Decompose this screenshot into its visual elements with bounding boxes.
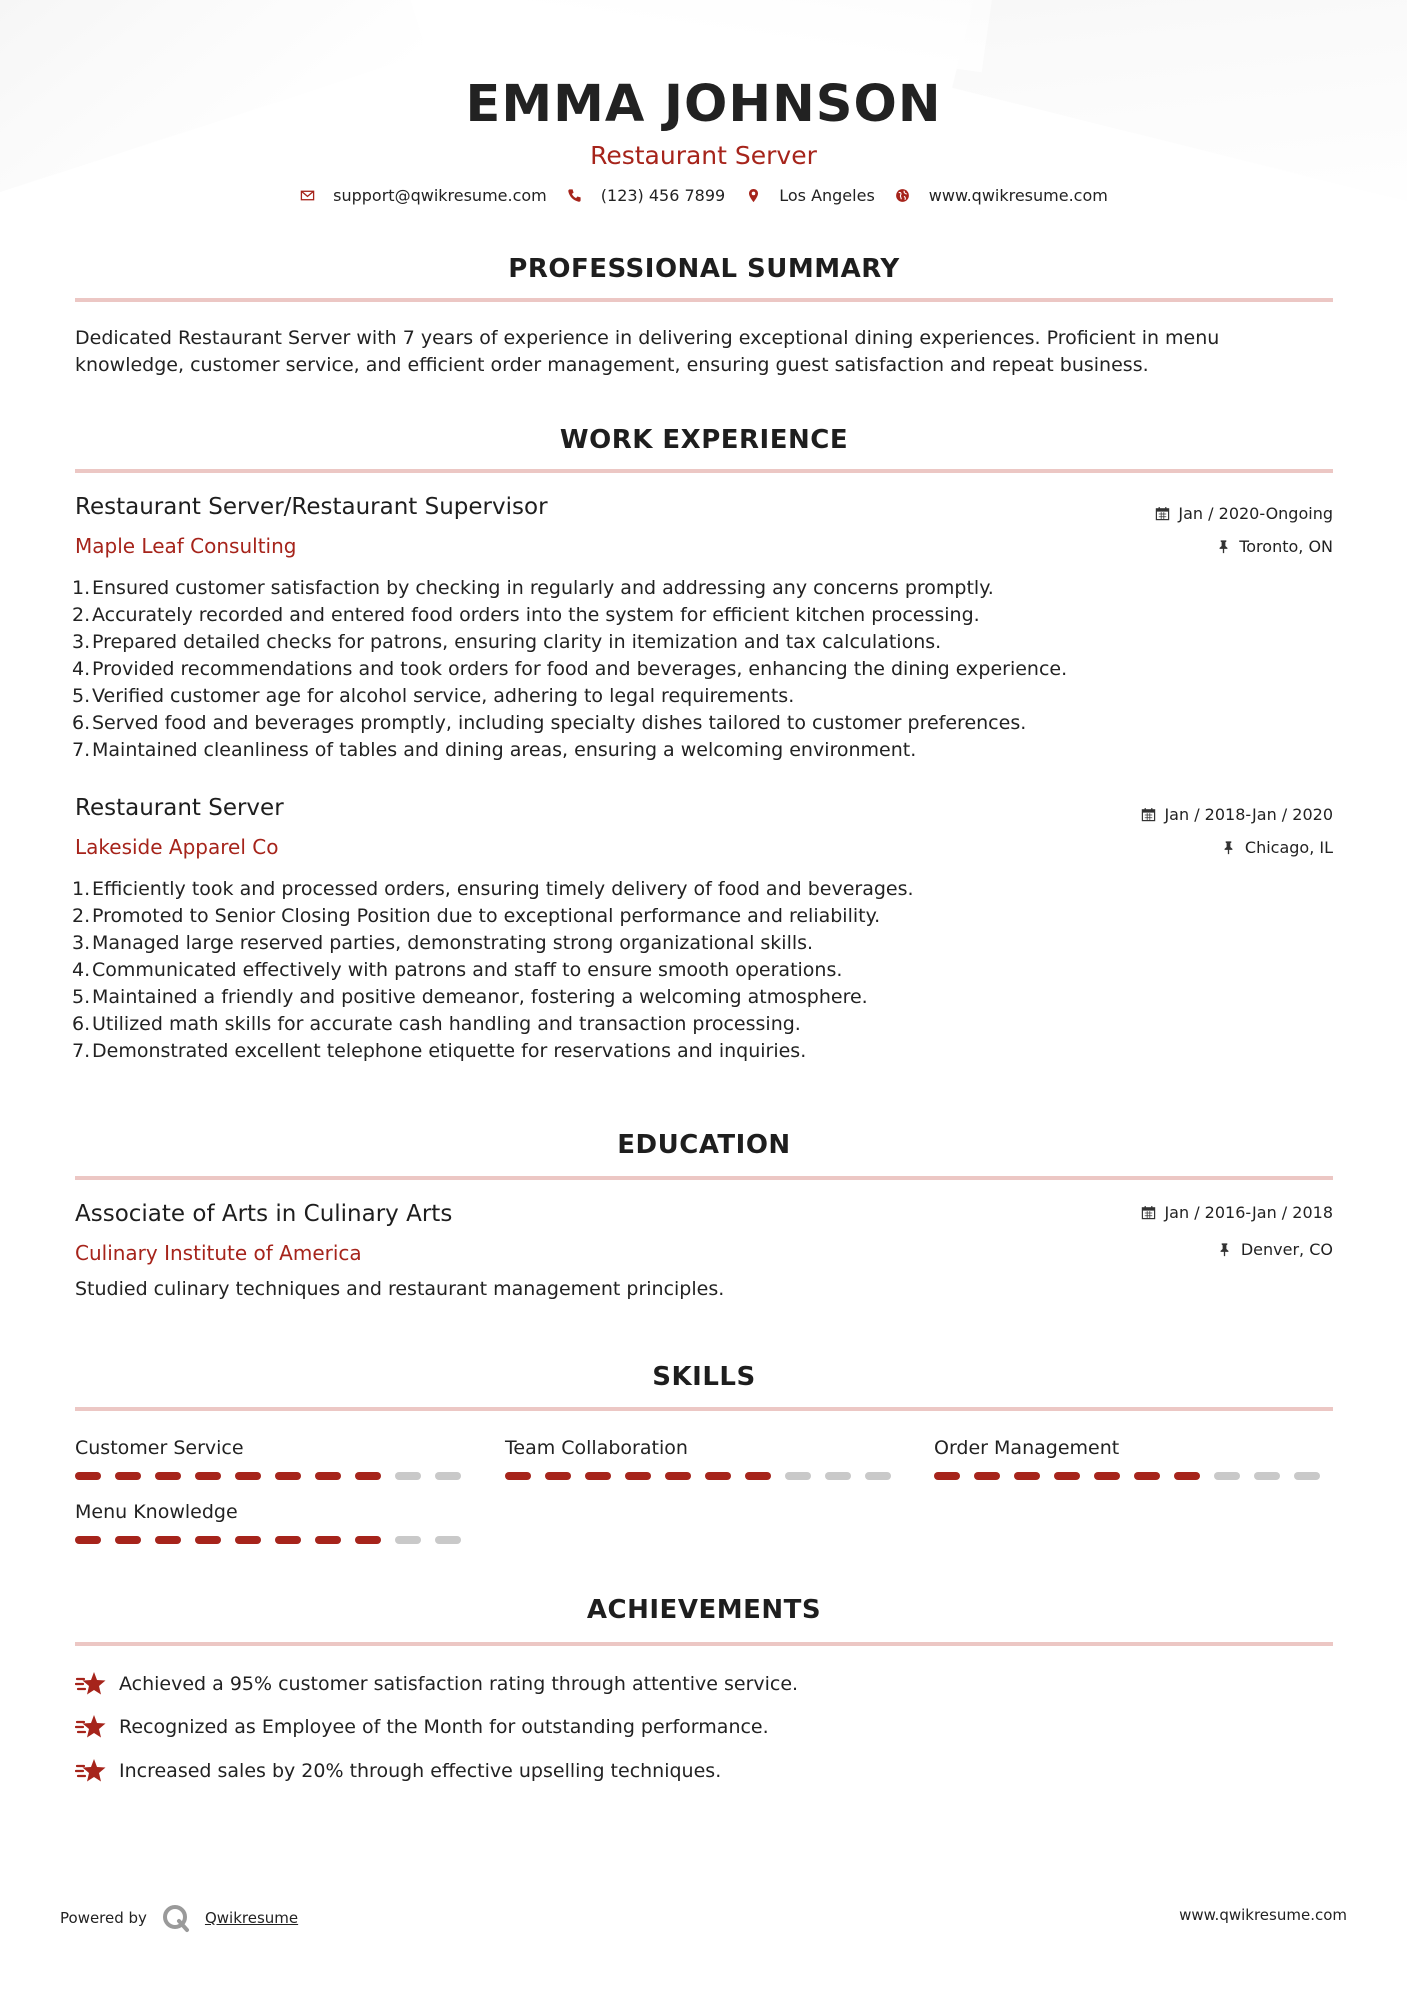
candidate-name: EMMA JOHNSON <box>465 75 942 134</box>
skill-segment-filled <box>355 1472 381 1480</box>
skill-name: Customer Service <box>75 1437 244 1459</box>
achievement-text: Recognized as Employee of the Month for outstanding performance. <box>119 1716 769 1738</box>
calendar-icon <box>1140 1205 1156 1221</box>
job-location-text: Chicago, IL <box>1244 838 1333 857</box>
pushpin-icon <box>1221 840 1237 856</box>
skill-segment-filled <box>115 1536 141 1544</box>
list-item: 2. Promoted to Senior Closing Position due to exceptional performance and reliability. <box>72 905 881 927</box>
section-divider <box>75 1176 1333 1180</box>
skill-segment-filled <box>705 1472 731 1480</box>
list-item: 3. Prepared detailed checks for patrons, ensuring clarity in itemization and tax calculations. <box>72 631 942 653</box>
section-title-summary: PROFESSIONAL SUMMARY <box>508 254 900 284</box>
list-item: 6. Utilized math skills for accurate cash handling and transaction processing. <box>72 1013 801 1035</box>
list-item: 7. Maintained cleanliness of tables and dining areas, ensuring a welcoming environment. <box>72 739 917 761</box>
section-divider <box>75 1407 1333 1411</box>
phone-icon <box>567 188 583 204</box>
calendar-icon <box>1154 506 1170 522</box>
background-shape <box>506 0 1013 72</box>
contact-website[interactable] <box>895 186 1108 205</box>
skill-segment-filled <box>974 1472 1000 1480</box>
list-item: 5. Maintained a friendly and positive demeanor, fostering a welcoming atmosphere. <box>72 986 868 1008</box>
qwikresume-link[interactable]: Qwikresume <box>204 1909 299 1927</box>
job-bullet-list <box>72 575 1272 764</box>
skill-level-bar <box>75 1536 475 1544</box>
skill-segment-empty <box>825 1472 851 1480</box>
list-item: 3. Managed large reserved parties, demonstrating strong organizational skills. <box>72 932 814 954</box>
skill-segment-filled <box>585 1472 611 1480</box>
powered-by-label: Powered by <box>60 1909 147 1927</box>
achievement-item <box>75 1670 798 1698</box>
education-location <box>1217 1240 1333 1259</box>
skill-segment-filled <box>1014 1472 1040 1480</box>
job-location-text: Toronto, ON <box>1239 537 1333 556</box>
skill-segment-filled <box>1174 1472 1200 1480</box>
skill-name: Order Management <box>934 1437 1120 1459</box>
skill-segment-empty <box>435 1472 461 1480</box>
skill-level-bar <box>75 1472 475 1480</box>
education-location-text: Denver, CO <box>1240 1240 1333 1259</box>
job-dates <box>1140 805 1333 824</box>
company-name: Lakeside Apparel Co <box>75 835 279 859</box>
contact-phone-text: (123) 456 7899 <box>600 186 726 205</box>
skill-segment-empty <box>785 1472 811 1480</box>
list-item: 7. Demonstrated excellent telephone etiquette for reservations and inquiries. <box>72 1040 807 1062</box>
qwikresume-logo-icon <box>161 1903 191 1933</box>
job-title: Restaurant Server <box>75 795 284 821</box>
achievement-text: Increased sales by 20% through effective upselling techniques. <box>119 1760 722 1782</box>
skill-segment-filled <box>1094 1472 1120 1480</box>
contact-website-text: www.qwikresume.com <box>928 186 1108 205</box>
skill-segment-filled <box>235 1536 261 1544</box>
skill-segment-filled <box>75 1536 101 1544</box>
education-dates <box>1140 1203 1333 1222</box>
education-description: Studied culinary techniques and restaurant management principles. <box>75 1278 725 1300</box>
job-dates-text: Jan / 2018-Jan / 2020 <box>1164 805 1333 824</box>
section-title-achievements: ACHIEVEMENTS <box>586 1595 822 1625</box>
skill-segment-filled <box>934 1472 960 1480</box>
school-name: Culinary Institute of America <box>75 1241 362 1265</box>
skill-segment-filled <box>745 1472 771 1480</box>
skill-segment-filled <box>545 1472 571 1480</box>
star-icon <box>75 1670 107 1698</box>
skill-segment-filled <box>235 1472 261 1480</box>
skill-name: Team Collaboration <box>505 1437 688 1459</box>
skill-item <box>75 1500 475 1544</box>
summary-text <box>75 325 1335 379</box>
contact-email-text: support@qwikresume.com <box>333 186 547 205</box>
pushpin-icon <box>1215 539 1231 555</box>
candidate-title: Restaurant Server <box>590 141 817 170</box>
degree-title: Associate of Arts in Culinary Arts <box>75 1201 453 1227</box>
job-title: Restaurant Server/Restaurant Supervisor <box>75 494 548 520</box>
contact-phone[interactable] <box>567 186 725 205</box>
skill-segment-filled <box>505 1472 531 1480</box>
star-icon <box>75 1757 107 1785</box>
list-item: 5. Verified customer age for alcohol service, adhering to legal requirements. <box>72 685 795 707</box>
contact-location-text: Los Angeles <box>779 186 875 205</box>
skill-segment-filled <box>275 1536 301 1544</box>
skill-segment-filled <box>1054 1472 1080 1480</box>
skill-item <box>934 1436 1334 1480</box>
skill-segment-empty <box>395 1536 421 1544</box>
contact-email[interactable] <box>299 186 547 205</box>
skill-segment-filled <box>155 1472 181 1480</box>
skill-name: Menu Knowledge <box>75 1501 238 1523</box>
job-dates-text: Jan / 2020-Ongoing <box>1178 504 1333 523</box>
footer-url[interactable]: www.qwikresume.com <box>1179 1906 1347 1924</box>
skill-segment-empty <box>865 1472 891 1480</box>
achievement-item <box>75 1757 721 1785</box>
summary-line: Dedicated Restaurant Server with 7 years of experience in delivering exceptional dining experiences. Proficient in menu <box>75 327 1220 349</box>
skill-segment-filled <box>195 1536 221 1544</box>
skill-item <box>75 1436 475 1480</box>
section-divider <box>75 1642 1333 1646</box>
calendar-icon <box>1140 807 1156 823</box>
list-item: 2. Accurately recorded and entered food orders into the system for efficient kitchen processing. <box>72 604 980 626</box>
skill-segment-filled <box>315 1472 341 1480</box>
skill-segment-filled <box>665 1472 691 1480</box>
job-bullet-list <box>72 876 1272 1065</box>
job-location <box>1221 838 1333 857</box>
skill-segment-filled <box>355 1536 381 1544</box>
skill-segment-filled <box>275 1472 301 1480</box>
skill-level-bar <box>934 1472 1334 1480</box>
skill-segment-filled <box>1134 1472 1160 1480</box>
list-item: 4. Provided recommendations and took orders for food and beverages, enhancing the dining experience. <box>72 658 1068 680</box>
envelope-icon <box>299 188 315 204</box>
job-dates <box>1154 504 1333 523</box>
skill-segment-empty <box>1294 1472 1320 1480</box>
pushpin-icon <box>1217 1242 1233 1258</box>
skill-segment-filled <box>155 1536 181 1544</box>
job-location <box>1215 537 1333 556</box>
summary-line: knowledge, customer service, and efficient order management, ensuring guest satisfaction and repeat business. <box>75 354 1149 376</box>
section-divider <box>75 298 1333 302</box>
section-title-experience: WORK EXPERIENCE <box>559 425 849 455</box>
skill-segment-filled <box>115 1472 141 1480</box>
resume-header <box>0 70 1407 174</box>
company-name: Maple Leaf Consulting <box>75 534 297 558</box>
skill-segment-empty <box>1214 1472 1240 1480</box>
footer-powered-by <box>60 1903 298 1933</box>
contact-location <box>745 186 875 205</box>
section-title-skills: SKILLS <box>652 1362 756 1392</box>
achievement-item <box>75 1713 769 1741</box>
skill-segment-empty <box>435 1536 461 1544</box>
list-item: 6. Served food and beverages promptly, including specialty dishes tailored to customer preferences. <box>72 712 1027 734</box>
skill-segment-filled <box>195 1472 221 1480</box>
section-divider <box>75 469 1333 473</box>
skill-segment-filled <box>75 1472 101 1480</box>
skill-level-bar <box>505 1472 905 1480</box>
education-dates-text: Jan / 2016-Jan / 2018 <box>1164 1203 1333 1222</box>
globe-icon <box>895 188 911 204</box>
contact-bar <box>0 186 1407 205</box>
location-pin-icon <box>745 188 761 204</box>
skill-segment-empty <box>395 1472 421 1480</box>
skill-segment-filled <box>315 1536 341 1544</box>
achievement-text: Achieved a 95% customer satisfaction rating through attentive service. <box>119 1673 799 1695</box>
list-item: 1. Ensured customer satisfaction by checking in regularly and addressing any concerns promptly. <box>72 577 994 599</box>
star-icon <box>75 1713 107 1741</box>
section-title-education: EDUCATION <box>617 1130 791 1160</box>
skill-item <box>505 1436 905 1480</box>
skill-segment-filled <box>625 1472 651 1480</box>
list-item: 1. Efficiently took and processed orders, ensuring timely delivery of food and beverages. <box>72 878 914 900</box>
list-item: 4. Communicated effectively with patrons and staff to ensure smooth operations. <box>72 959 843 981</box>
skill-segment-empty <box>1254 1472 1280 1480</box>
